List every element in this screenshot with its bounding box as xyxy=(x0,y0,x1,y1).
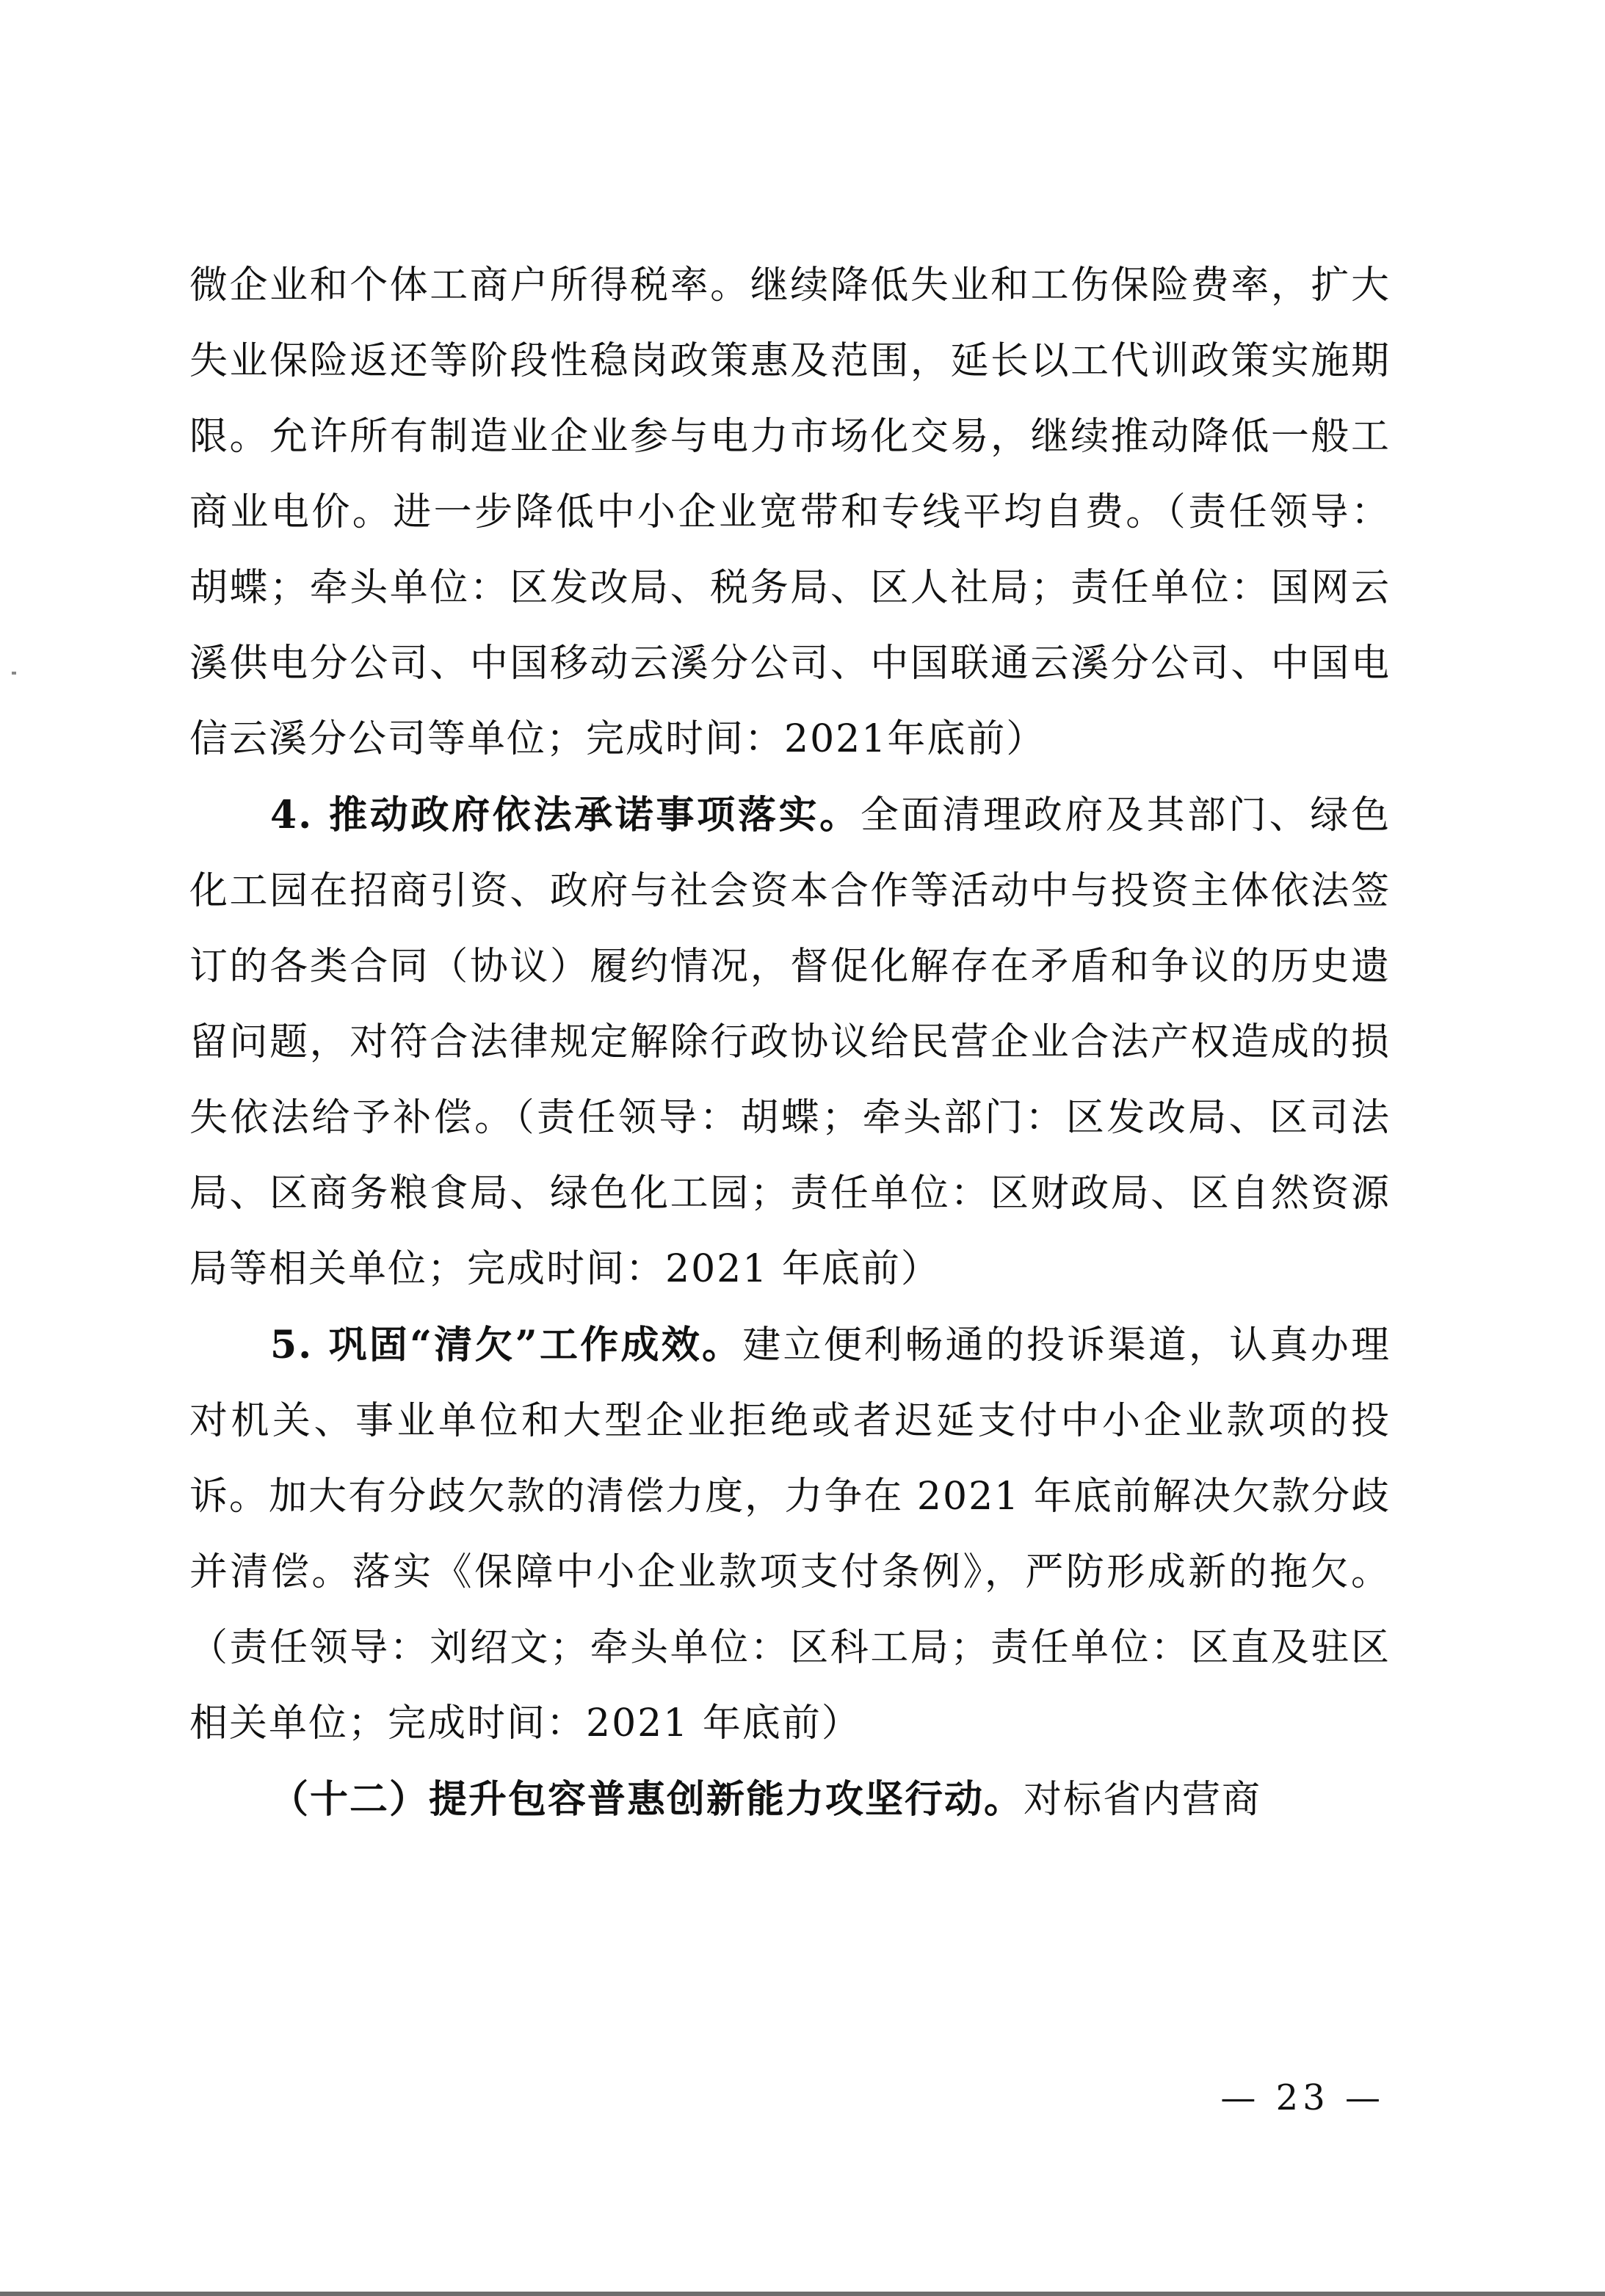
paragraph-heading: 4. 推动政府依法承诺事项落实。 xyxy=(270,793,861,838)
scan-bottom-edge xyxy=(0,2292,1605,2296)
paragraph-continuation xyxy=(189,248,1391,777)
paragraph-text: 建立便利畅通的投诉渠道，认真办理对机关、事业单位和大型企业拒绝或者迟延支付中小企业款项的投诉。加大有分歧欠款的清偿力度，力争在 2021 年底前解决欠款分歧并清偿。落实《保障中小企业款项支付条例》，严防形成新的拖欠。（责任领导：刘绍文；牵头单位：区科工局；责任单位：区直及驻区相关单位；完成时间：2021 年底前） xyxy=(189,1323,1391,1745)
scan-mark xyxy=(12,672,16,675)
paragraph-text: 对标省内营商 xyxy=(1023,1778,1262,1822)
page-number: — 23 — xyxy=(1220,2077,1385,2118)
paragraph-text: 微企业和个体工商户所得税率。继续降低失业和工伤保险费率，扩大失业保险返还等阶段性稳岗政策惠及范围，延长以工代训政策实施期限。允许所有制造业企业参与电力市场化交易，继续推动降低一般工商业电价。进一步降低中小企业宽带和专线平均自费。（责任领导：胡蝶；牵头单位：区发改局、税务局、区人社局；责任单位：国网云溪供电分公司、中国移动云溪分公司、中国联通云溪分公司、中国电信云溪分公司等单位；完成时间：2021年底前） xyxy=(189,264,1391,761)
paragraph-section-12 xyxy=(189,1762,1391,1838)
paragraph-item-5 xyxy=(189,1307,1391,1762)
paragraph-item-4 xyxy=(189,777,1391,1307)
paragraph-text: 全面清理政府及其部门、绿色化工园在招商引资、政府与社会资本合作等活动中与投资主体依法签订的各类合同（协议）履约情况，督促化解存在矛盾和争议的历史遗留问题，对符合法律规定解除行政协议给民营企业合法产权造成的损失依法给予补偿。（责任领导：胡蝶；牵头部门：区发改局、区司法局、区商务粮食局、绿色化工园；责任单位：区财政局、区自然资源局等相关单位；完成时间：2021 年底前） xyxy=(189,793,1391,1291)
paragraph-heading: 5. 巩固“清欠”工作成效。 xyxy=(270,1323,743,1367)
body-text xyxy=(189,248,1391,1838)
section-heading: （十二）提升包容普惠创新能力攻坚行动。 xyxy=(270,1777,1024,1822)
